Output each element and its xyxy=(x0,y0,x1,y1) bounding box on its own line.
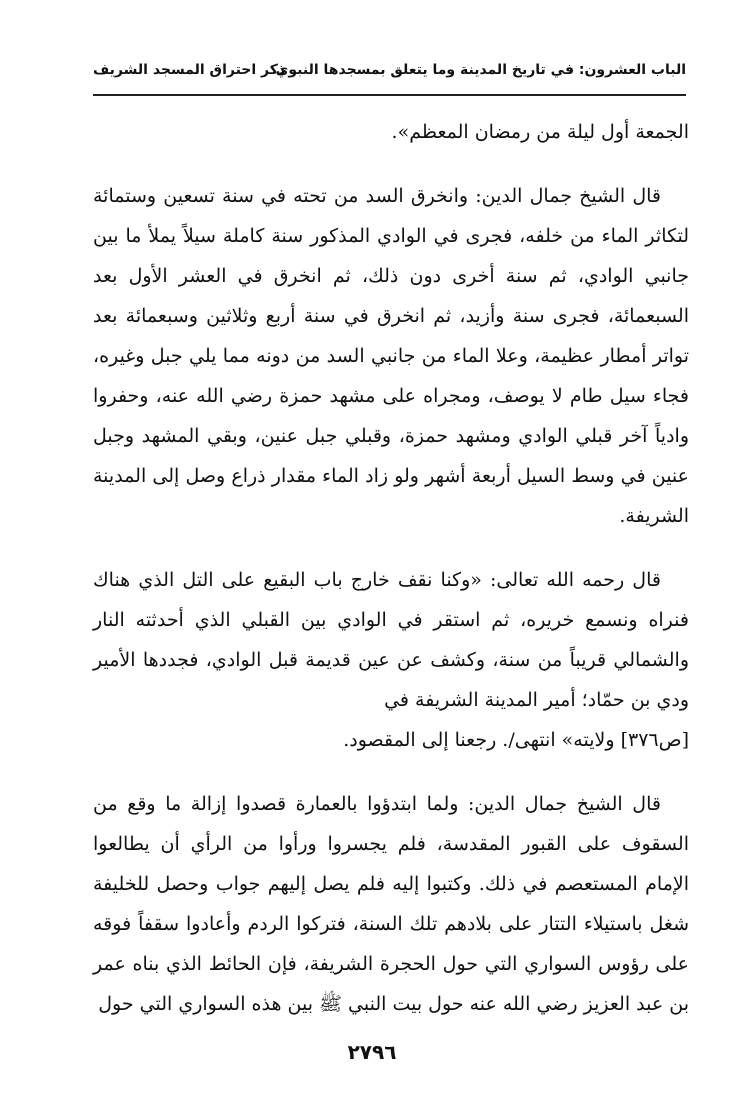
paragraph-3-end: ولايته» انتهى/. رجعنا إلى المقصود. xyxy=(343,729,615,751)
paragraph-2: قال الشيخ جمال الدين: وانخرق السد من تحته في سنة تسعين وستمائة لتكاثر الماء من خلفه، فجرى في الوادي المذكور سنة كاملة سيلاً يملأ ما بين جانبي الوادي، ثم سنة أخرى دون ذلك، ثم انخرق في العشر الأول بعد السبعمائة، فجرى سنة وأزيد، ثم انخرق في سنة أربع وثلاثين وسبعمائة بعد تواتر أمطار عظيمة، وعلا الماء من جانبي السد من دونه مما يلي جبل وغيره، فجاء سيل طام لا يوصف، ومجراه على مشهد حمزة رضي الله عنه، وحفروا وادياً آخر قبلي الوادي ومشهد حمزة، وقبلي جبل عنين، وبقي المشهد وجبل عنين في وسط السيل أربعة أشهر ولو زاد الماء مقدار ذراع وصل إلى المدينة الشريفة. xyxy=(93,185,689,527)
paragraph-1: الجمعة أول ليلة من رمضان المعظم». xyxy=(391,121,689,143)
running-header xyxy=(93,58,686,86)
paragraph-4: قال الشيخ جمال الدين: ولما ابتدؤوا بالعمارة قصدوا إزالة ما وقع من السقوف على القبور المقدسة، فلم يجسروا ورأوا من الرأي أن يطالعوا الإمام المستعصم في ذلك. وكتبوا إليه فلم يصل إليهم جواب وحصل للخليفة شغل باستيلاء التتار على بلادهم تلك السنة، فتركوا الردم وأعادوا سقفاً فوقه على رؤوس السواري التي حول الحجرة الشريفة، فإن الحائط الذي بناه عمر بن عبد العزيز رضي الله عنه حول بيت النبي ﷺ بين هذه السواري التي حول xyxy=(93,793,689,1015)
header-rule xyxy=(93,94,686,96)
paragraph-3-text: قال رحمه الله تعالى: «وكنا نقف خارج باب البقيع على التل الذي هناك فنراه ونسمع خريره، ثم استقر في الوادي بين القبلي الذي أحدثته النار والشمالي قريباً من سنة، وكشف عن عين قديمة قبل الوادي، فجددها الأمير ودي بن حمّاد؛ أمير المدينة الشريفة في xyxy=(93,569,689,711)
page-reference: [ص٣٧٦] xyxy=(620,729,689,751)
section-title: ذكر احتراق المسجد الشريف xyxy=(93,62,286,78)
page-number: ٢٧٩٦ xyxy=(347,1040,397,1064)
paragraph-3 xyxy=(93,560,689,760)
page-body xyxy=(93,112,689,1024)
chapter-title: الباب العشرون: في تاريخ المدينة وما يتعلق بمسجدها النبوي xyxy=(275,62,686,78)
